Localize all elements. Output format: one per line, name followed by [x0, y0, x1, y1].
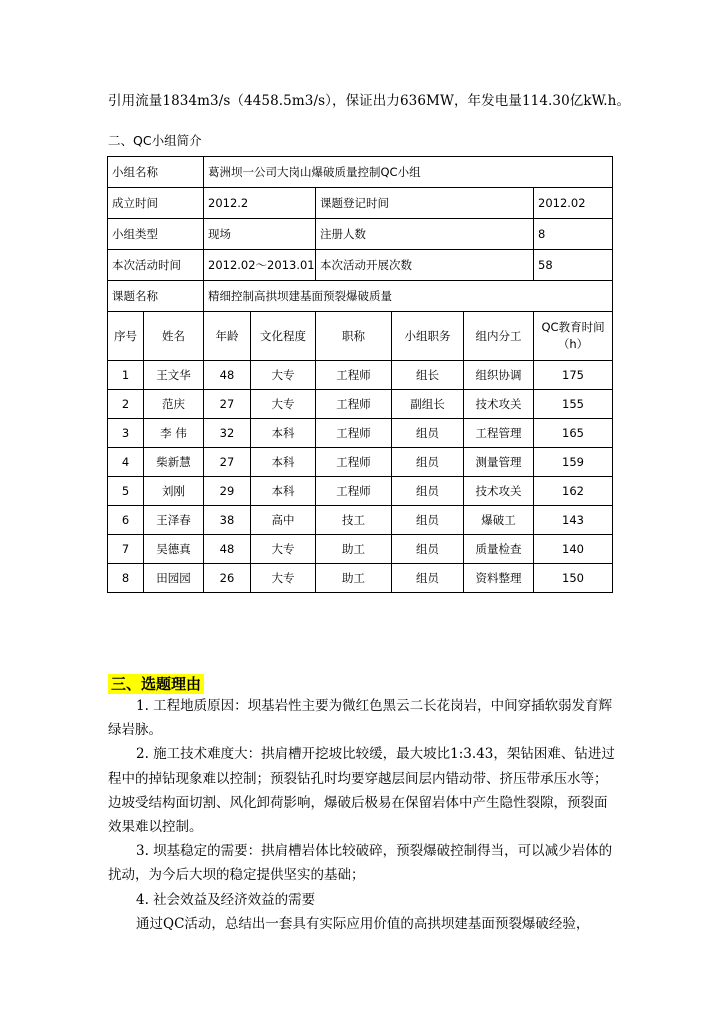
member-cell: 4	[108, 448, 144, 477]
member-cell: 26	[204, 564, 251, 593]
member-row	[108, 448, 613, 477]
member-cell: 组员	[392, 506, 464, 535]
member-cell: 48	[204, 535, 251, 564]
registration-value: 2012.02	[534, 188, 613, 219]
header-cell: QC教育时间（h）	[534, 312, 613, 361]
member-cell: 工程师	[316, 390, 392, 419]
header-cell: 职称	[316, 312, 392, 361]
header-cell: 组内分工	[464, 312, 534, 361]
member-cell: 工程师	[316, 419, 392, 448]
member-cell: 组员	[392, 448, 464, 477]
member-cell: 李 伟	[144, 419, 204, 448]
members-value: 8	[534, 219, 613, 250]
activity-count-value: 58	[534, 250, 613, 281]
reason-paragraph-3: 3. 坝基稳定的需要：拱肩槽岩体比较破碎，预裂爆破控制得当，可以减少岩体的扰动，为今后大坝的稳定提供坚实的基础；	[108, 843, 613, 884]
member-cell: 技术攻关	[464, 390, 534, 419]
member-cell: 助工	[316, 564, 392, 593]
member-row	[108, 477, 613, 506]
registration-label: 课题登记时间	[316, 188, 534, 219]
member-cell: 测量管理	[464, 448, 534, 477]
intro-text: 引用流量1834m3/s（4458.5m3/s），保证出力636MW，年发电量114.30亿kW.h。	[108, 93, 631, 109]
header-cell: 序号	[108, 312, 144, 361]
member-cell: 8	[108, 564, 144, 593]
member-row	[108, 361, 613, 390]
member-cell: 140	[534, 535, 613, 564]
header-cell: 姓名	[144, 312, 204, 361]
group-name-row	[108, 157, 613, 188]
member-row	[108, 535, 613, 564]
member-cell: 柴新慧	[144, 448, 204, 477]
member-cell: 王文华	[144, 361, 204, 390]
type-value: 现场	[204, 219, 316, 250]
member-row	[108, 390, 613, 419]
member-cell: 范庆	[144, 390, 204, 419]
member-cell: 组员	[392, 535, 464, 564]
topic-label: 课题名称	[108, 281, 204, 312]
member-cell: 技工	[316, 506, 392, 535]
member-cell: 159	[534, 448, 613, 477]
member-cell: 175	[534, 361, 613, 390]
member-cell: 刘刚	[144, 477, 204, 506]
member-cell: 组员	[392, 419, 464, 448]
member-cell: 大专	[251, 361, 316, 390]
member-cell: 5	[108, 477, 144, 506]
member-cell: 吴德真	[144, 535, 204, 564]
member-cell: 副组长	[392, 390, 464, 419]
member-cell: 27	[204, 390, 251, 419]
member-cell: 资料整理	[464, 564, 534, 593]
member-cell: 29	[204, 477, 251, 506]
member-cell: 155	[534, 390, 613, 419]
member-cell: 爆破工	[464, 506, 534, 535]
member-cell: 组员	[392, 564, 464, 593]
member-cell: 王泽春	[144, 506, 204, 535]
member-cell: 本科	[251, 419, 316, 448]
reason-paragraph-2: 2. 施工技术难度大：拱肩槽开挖坡比较缓，最大坡比1:3.43，架钻困难、钻进过程中的掉钻现象难以控制；预裂钻孔时均要穿越层间层内错动带、挤压带承压水等；边坡受结构面切割、风化卸荷影响，爆破后极易在保留岩体中产生隐性裂隙，预裂面效果难以控制。	[108, 746, 615, 836]
type-label: 小组类型	[108, 219, 204, 250]
member-row	[108, 419, 613, 448]
section-heading-qc-group: 二、QC小组简介	[108, 133, 202, 148]
member-cell: 38	[204, 506, 251, 535]
header-cell: 小组职务	[392, 312, 464, 361]
reason-paragraph-5: 通过QC活动，总结出一套具有实际应用价值的高拱坝建基面预裂爆破经验，	[136, 915, 590, 932]
member-cell: 3	[108, 419, 144, 448]
member-cell: 技术攻关	[464, 477, 534, 506]
activity-time-label: 本次活动时间	[108, 250, 204, 281]
header-cell: 文化程度	[251, 312, 316, 361]
member-cell: 组织协调	[464, 361, 534, 390]
activity-count-label: 本次活动开展次数	[316, 250, 534, 281]
member-cell: 1	[108, 361, 144, 390]
member-cell: 143	[534, 506, 613, 535]
topic-value: 精细控制高拱坝建基面预裂爆破质量	[204, 281, 613, 312]
activity-time-value: 2012.02～2013.01	[204, 250, 316, 281]
member-cell: 165	[534, 419, 613, 448]
member-cell: 工程管理	[464, 419, 534, 448]
member-cell: 质量检查	[464, 535, 534, 564]
founded-row	[108, 188, 613, 219]
member-cell: 高中	[251, 506, 316, 535]
member-cell: 助工	[316, 535, 392, 564]
member-cell: 48	[204, 361, 251, 390]
member-cell: 大专	[251, 390, 316, 419]
member-cell: 本科	[251, 477, 316, 506]
reason-paragraph-4: 4. 社会效益及经济效益的需要	[136, 891, 316, 908]
member-cell: 150	[534, 564, 613, 593]
header-cell: 年龄	[204, 312, 251, 361]
member-cell: 162	[534, 477, 613, 506]
member-cell: 工程师	[316, 361, 392, 390]
member-header-row	[108, 312, 613, 361]
founded-value: 2012.2	[204, 188, 316, 219]
topic-row	[108, 281, 613, 312]
reason-paragraph-1: 1. 工程地质原因：坝基岩性主要为微红色黑云二长花岗岩，中间穿插软弱发育辉绿岩脉。	[108, 698, 613, 739]
activity-row	[108, 250, 613, 281]
member-cell: 工程师	[316, 477, 392, 506]
member-row	[108, 564, 613, 593]
member-cell: 田园园	[144, 564, 204, 593]
member-cell: 组员	[392, 477, 464, 506]
member-cell: 大专	[251, 535, 316, 564]
member-cell: 本科	[251, 448, 316, 477]
member-cell: 27	[204, 448, 251, 477]
type-row	[108, 219, 613, 250]
member-cell: 组长	[392, 361, 464, 390]
member-cell: 大专	[251, 564, 316, 593]
member-cell: 工程师	[316, 448, 392, 477]
group-name-value: 葛洲坝一公司大岗山爆破质量控制QC小组	[204, 157, 613, 188]
member-cell: 6	[108, 506, 144, 535]
qc-group-table	[107, 156, 613, 593]
member-cell: 7	[108, 535, 144, 564]
members-label: 注册人数	[316, 219, 534, 250]
founded-label: 成立时间	[108, 188, 204, 219]
member-cell: 32	[204, 419, 251, 448]
member-cell: 2	[108, 390, 144, 419]
topic-reason-body	[108, 694, 618, 936]
group-name-label: 小组名称	[108, 157, 204, 188]
member-row	[108, 506, 613, 535]
section-heading-topic-reason: 三、选题理由	[108, 674, 204, 694]
